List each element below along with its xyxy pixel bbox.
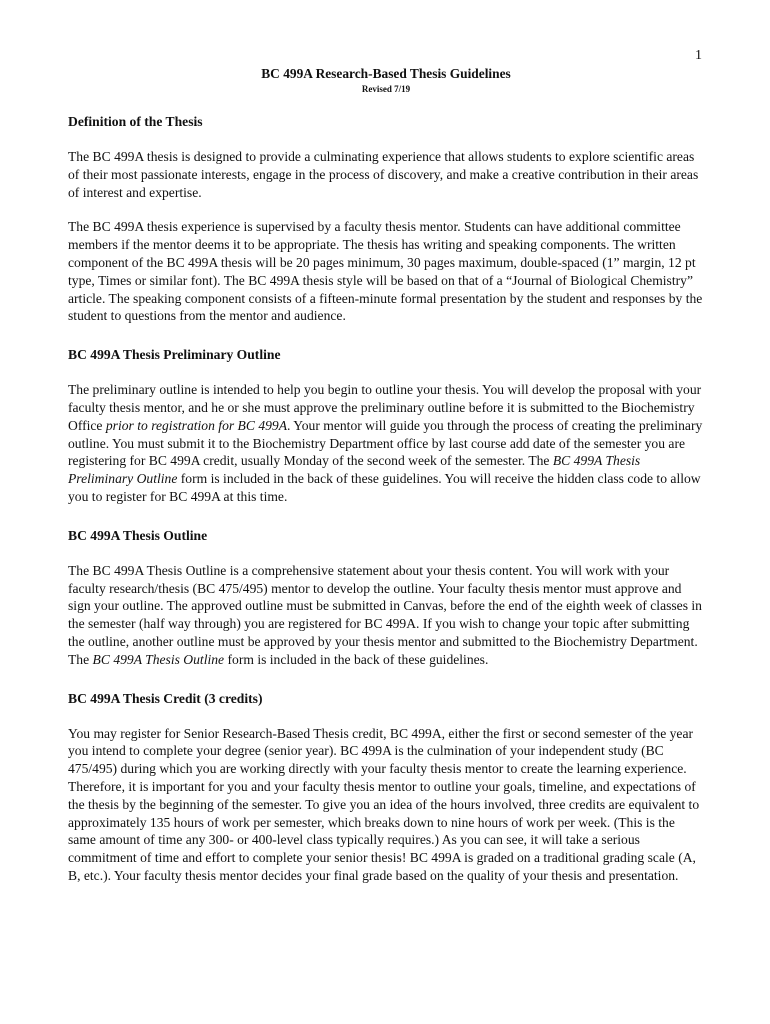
outline-emphasis-form-name: BC 499A Thesis Outline [92,651,225,667]
revised-date: Revised 7/19 [361,84,411,94]
preliminary-emphasis-form-name: BC 499A Thesis Preliminary Outline [68,453,641,487]
page-number: 1 [695,48,702,63]
heading-preliminary-outline: BC 499A Thesis Preliminary Outline [68,347,281,363]
preliminary-text-b: . Your mentor will guide you through the process of creating the preliminary outline. You must submit it to the Biochemistry Department office by last course add date of the semester you are registering for BC 499A credit, usually Monday of the second week of the semester. The [68,417,703,469]
heading-thesis-credit: BC 499A Thesis Credit (3 credits) [68,690,263,706]
document-page [68,0,704,902]
preliminary-emphasis-registration: prior to registration for BC 499A [105,417,288,433]
definition-paragraph-2: The BC 499A thesis experience is supervised by a faculty thesis mentor. Students can have additional committee members if the mentor deems it to be appropriate. The thesis has writing and speaking components. The written component of the BC 499A thesis will be 20 pages minimum, 30 pages maximum, double-spaced (1” margin, 12 pt type, Times or similar font). The BC 499A thesis style will be based on that of a “Journal of Biological Chemistry” article. The speaking component consists of a fifteen-minute formal presentation by the student and responses by the student to questions from the mentor and audience. [68,219,703,324]
preliminary-text-a: The preliminary outline is intended to help you begin to outline your thesis. You will develop the proposal with your faculty thesis mentor, and he or she must approve the preliminary outline before it is submitted to the Biochemistry Office [68,382,702,433]
thesis-outline-paragraph [68,562,704,669]
document-title: BC 499A Research-Based Thesis Guidelines [261,66,511,81]
heading-definition: Definition of the Thesis [68,114,203,129]
thesis-credit-paragraph: You may register for Senior Research-Based Thesis credit, BC 499A, either the first or second semester of the year you intend to complete your degree (senior year). BC 499A is the culmination of your independent study (BC 475/495) during which you are working directly with your faculty thesis mentor to create the learning experience. Therefore, it is important for you and your faculty thesis mentor to outline your goals, timeline, and expectations of the thesis by the beginning of the semester. To give you an idea of the hours involved, three credits are equivalent to approximately 135 hours of work per semester, which breaks down to nine hours of work per week. (This is the same amount of time any 300- or 400-level class typically requires.) As you can see, it will take a serious commitment of time and effort to complete your senior thesis! BC 499A is graded on a traditional grading scale (A, B, etc.). Your faculty thesis mentor decides your final grade based on the quality of your thesis and presentation. [68,725,700,883]
preliminary-text-c: form is included in the back of these guidelines. You will receive the hidden class code to allow you to register for BC 499A at this time. [68,471,701,504]
definition-paragraph-1: The BC 499A thesis is designed to provide a culminating experience that allows students to explore scientific areas of their most passionate interests, engage in the process of discovery, and make a creative contribution in their areas of interest and expertise. [68,149,699,200]
preliminary-outline-paragraph [68,381,704,506]
outline-text-a: The BC 499A Thesis Outline is a comprehensive statement about your thesis content. You will work with your faculty research/thesis (BC 475/495) mentor to develop the outline. Your faculty thesis mentor must approve and sign your outline. The approved outline must be submitted in Canvas, before the end of the eighth week of classes in the semester (half way through) you are registered for BC 499A. If you wish to change your topic after submitting the outline, another outline must be approved by your thesis mentor and submitted to the Biochemistry Department. The [68,562,702,667]
heading-thesis-outline: BC 499A Thesis Outline [68,527,208,543]
outline-text-b: form is included in the back of these guidelines. [224,651,489,667]
